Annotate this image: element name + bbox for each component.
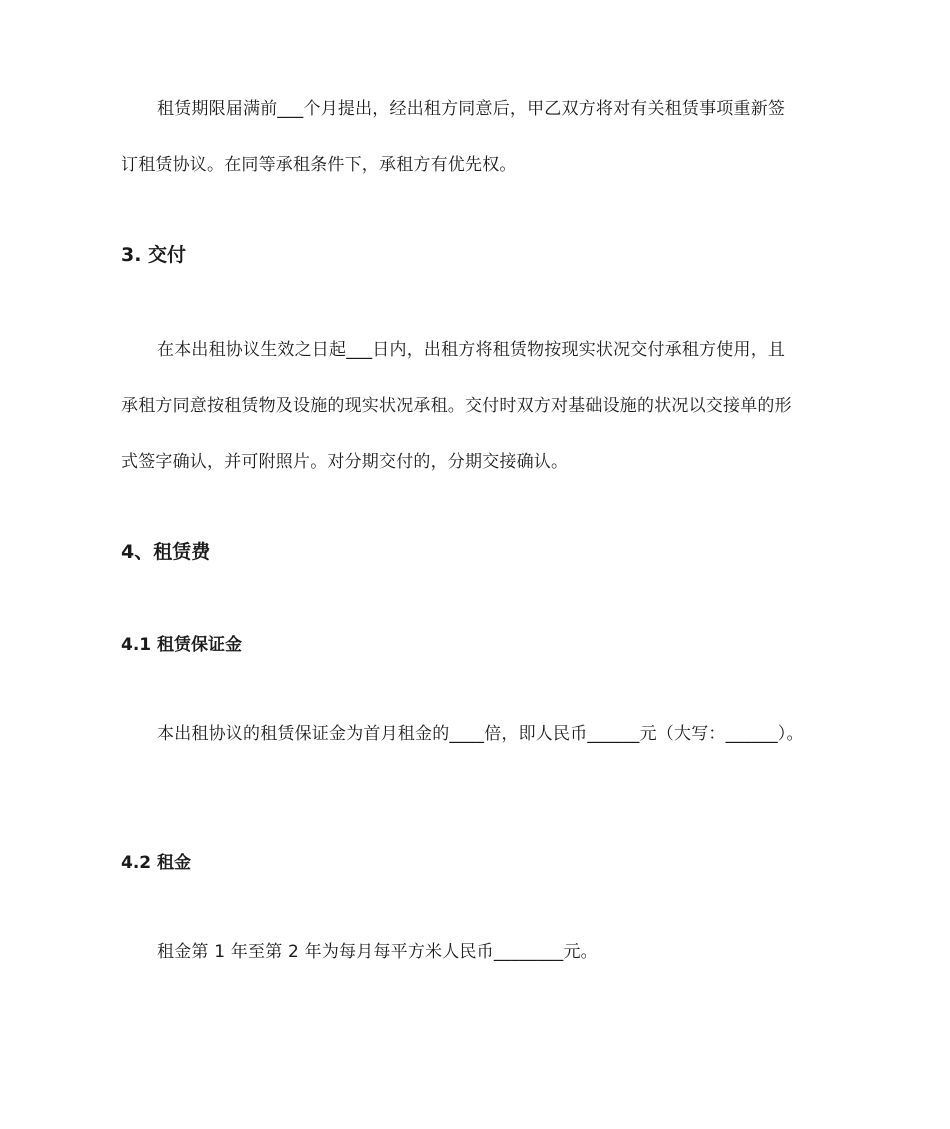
paragraph-line: 式签字确认，并可附照片。对分期交付的，分期交接确认。 xyxy=(121,452,569,472)
paragraph-line: 在本出租协议生效之日起___日内，出租方将租赁物按现实状况交付承租方使用，且 xyxy=(157,340,786,360)
paragraph-line: 租赁期限届满前___个月提出，经出租方同意后，甲乙双方将对有关租赁事项重新签 xyxy=(157,99,786,119)
paragraph-line: 本出租协议的租赁保证金为首月租金的____倍，即人民币______元（大写：______）。 xyxy=(157,724,804,744)
paragraph-line: 租金第 1 年至第 2 年为每月每平方米人民币________元。 xyxy=(157,942,598,962)
paragraph-line: 订租赁协议。在同等承租条件下，承租方有优先权。 xyxy=(121,155,517,175)
subsection-heading-rent: 4.2 租金 xyxy=(121,853,192,873)
paragraph-line: 承租方同意按租赁物及设施的现实状况承租。交付时双方对基础设施的状况以交接单的形 xyxy=(121,396,792,416)
section-heading-rent-fee: 4、租赁费 xyxy=(121,541,211,563)
subsection-heading-deposit: 4.1 租赁保证金 xyxy=(121,635,243,655)
section-heading-delivery: 3. 交付 xyxy=(121,244,187,266)
